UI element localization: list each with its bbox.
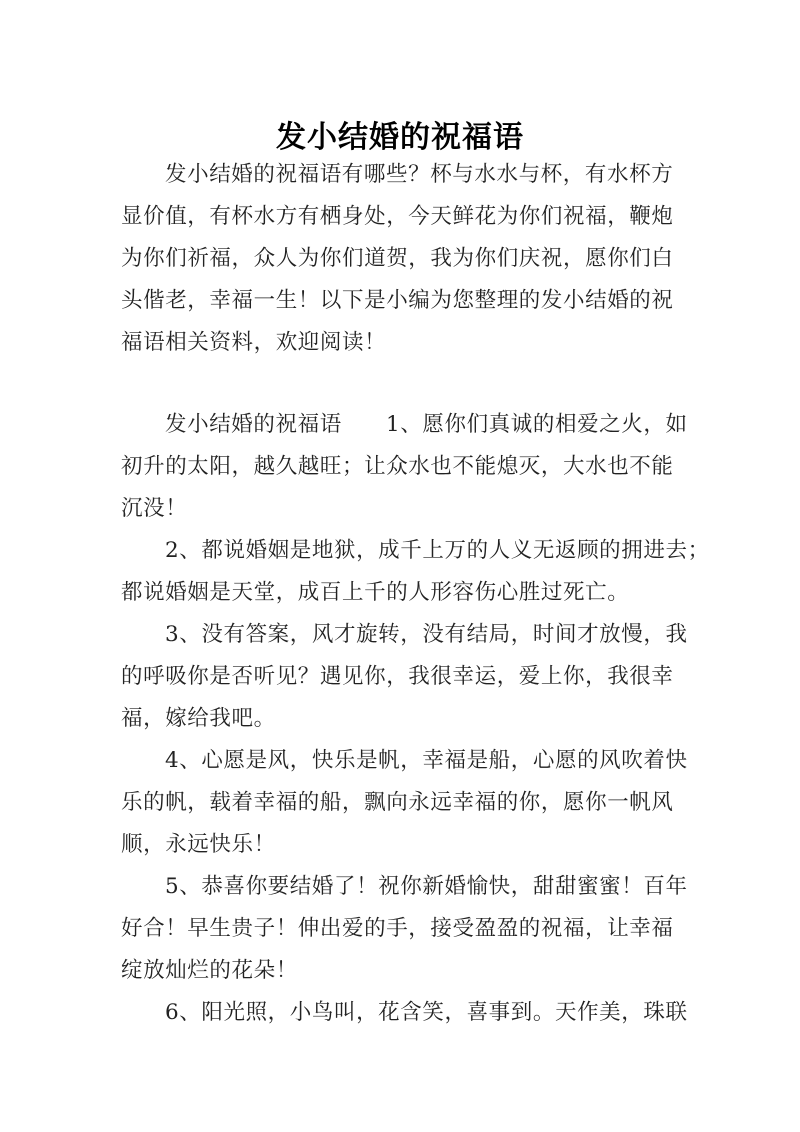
intro-line-2: 显价值，有杯水方有栖身处，今天鲜花为你们祝福，鞭炮	[121, 204, 674, 229]
intro-line-5: 福语相关资料，欢迎阅读！	[121, 330, 387, 355]
blessing-5-line-2: 好合！早生贵子！伸出爱的手，接受盈盈的祝福，让幸福	[121, 916, 674, 941]
blessing-5-line-1: 5、恭喜你要结婚了！祝你新婚愉快，甜甜蜜蜜！百年	[165, 874, 688, 899]
blessing-3-line-2: 的呼吸你是否听见？遇见你，我很幸运，爱上你，我很幸	[121, 664, 674, 689]
blessing-1-line-1: 发小结婚的祝福语 1、愿你们真诚的相爱之火，如	[165, 412, 688, 437]
blessing-1-line-2: 初升的太阳，越久越旺；让众水也不能熄灭，大水也不能	[121, 454, 674, 479]
intro-line-1: 发小结婚的祝福语有哪些？杯与水水与杯，有水杯方	[165, 162, 674, 187]
blessing-4-line-1: 4、心愿是风，快乐是帆，幸福是船，心愿的风吹着快	[165, 748, 688, 773]
blessing-6-line-1: 6、阳光照，小鸟叫，花含笑，喜事到。天作美，珠联	[165, 1000, 688, 1025]
document-title: 发小结婚的祝福语	[276, 120, 524, 156]
blessing-3-line-3: 福，嫁给我吧。	[121, 706, 276, 731]
blessing-4-line-3: 顺，永远快乐！	[121, 832, 276, 857]
blessing-2-line-2: 都说婚姻是天堂，成百上千的人形容伤心胜过死亡。	[121, 580, 630, 605]
blessing-3-line-1: 3、没有答案，风才旋转，没有结局，时间才放慢，我	[165, 622, 688, 647]
blessing-5-line-3: 绽放灿烂的花朵！	[121, 958, 298, 983]
blessing-2-line-1: 2、都说婚姻是地狱，成千上万的人义无返顾的拥进去；	[165, 538, 710, 563]
blessing-4-line-2: 乐的帆，载着幸福的船，飘向永远幸福的你，愿你一帆风	[121, 790, 674, 815]
intro-line-4: 头偕老，幸福一生！以下是小编为您整理的发小结婚的祝	[121, 288, 674, 313]
intro-line-3: 为你们祈福，众人为你们道贺，我为你们庆祝，愿你们白	[121, 246, 674, 271]
blessing-1-line-3: 沉没！	[121, 496, 188, 521]
